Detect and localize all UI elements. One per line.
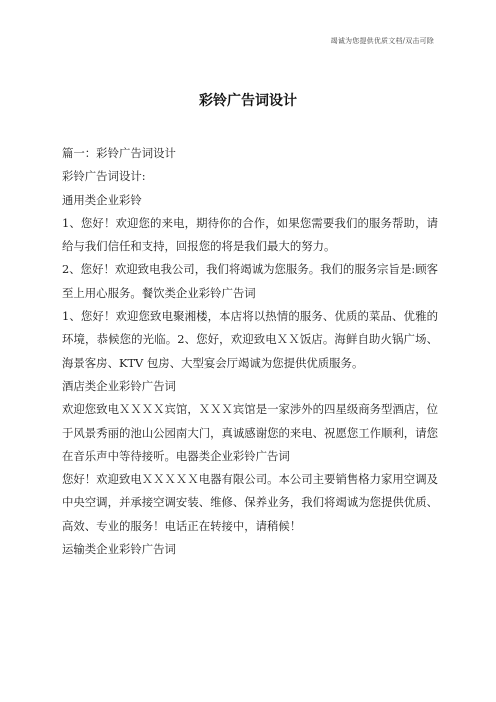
- paragraph: 运输类企业彩铃广告词: [62, 542, 176, 557]
- paragraph: 您好！欢迎致电ＸＸＸＸＸ电器有限公司。本公司主要销售格力家用空调及中央空调，并承接空调安装、维修、保养业务，我们将竭诚为您提供优质、高效、专业的服务！电话正在转接中，请稍候！: [62, 472, 438, 533]
- paragraph: 通用类企业彩铃: [62, 192, 142, 207]
- paragraph: 1、您好！欢迎您致电聚湘楼，本店将以热情的服务、优质的菜品、优雅的环境，恭候您的光临。2、您好，欢迎致电ＸＸ饭店。海鲜自助火锅广场、海景客房、KTV 包房、大型宴会厅竭诚为您提供优质服务。: [62, 309, 438, 370]
- document-title: 彩铃广告词设计: [199, 93, 297, 109]
- paragraph: 彩铃广告词设计:: [62, 169, 146, 184]
- header-note: 竭诚为您提供优质文档/双击可除: [330, 37, 434, 45]
- paragraph: 欢迎您致电ＸＸＸＸ宾馆，ＸＸＸ宾馆是一家涉外的四星级商务型酒店，位于风景秀丽的池山公园南大门，真诚感谢您的来电、祝愿您工作顺利，请您在音乐声中等待接听。电器类企业彩铃广告词: [62, 402, 438, 463]
- paragraph: 1、您好！欢迎您的来电，期待你的合作，如果您需要我们的服务帮助，请给与我们信任和支持，回报您的将是我们最大的努力。: [62, 215, 438, 254]
- paragraph: 酒店类企业彩铃广告词: [62, 378, 176, 393]
- document-body: [62, 142, 438, 561]
- paragraph: 篇一：彩铃广告词设计: [62, 146, 176, 160]
- paragraph: 2、您好！欢迎致电我公司，我们将竭诚为您服务。我们的服务宗旨是:顾客至上用心服务。餐饮类企业彩铃广告词: [62, 262, 438, 300]
